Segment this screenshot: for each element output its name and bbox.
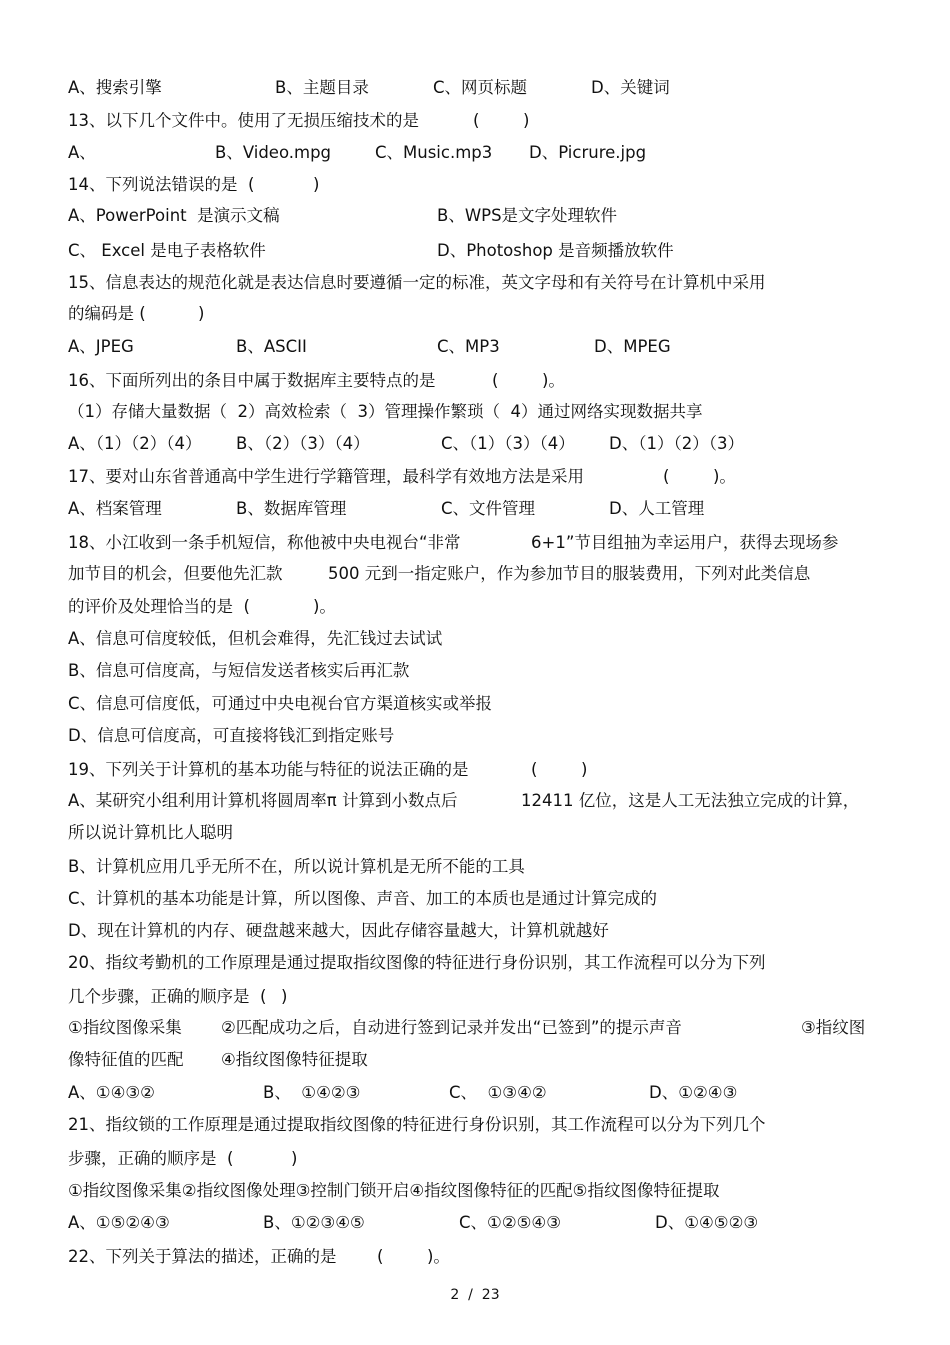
text-line-21-seg-1: D、信息可信度高，可直接将钱汇到指定账号 (68, 726, 395, 745)
text-line-25-seg-1: B、计算机应用几乎无所不在，所以说计算机是无所不能的工具 (68, 857, 525, 876)
text-line-31-seg-2: ④指纹图像特征提取 (221, 1050, 368, 1069)
text-line-12-seg-3: C、（1）（3）（4） (441, 434, 575, 453)
text-line-9-seg-1: A、JPEG (68, 337, 134, 356)
text-line-23-seg-2: 12411 亿位，这是人工无法独立完成的计算， (521, 791, 860, 810)
text-line-36-seg-3: C、①②⑤④③ (459, 1213, 561, 1232)
text-line-12-seg-2: B、（2）（3）（4） (236, 434, 370, 453)
text-line-10-seg-2: ( (492, 371, 499, 390)
text-line-12-seg-1: A、（1）（2）（4） (68, 434, 202, 453)
text-line-15-seg-1: 18、小江收到一条手机短信，称他被中央电视台“非常 (68, 533, 461, 552)
text-line-11-seg-1: （1）存储大量数据（ 2）高效检索（ 3）管理操作繁琐（ 4）通过网络实现数据共享 (68, 402, 703, 421)
text-line-34-seg-2: ) (291, 1149, 298, 1168)
text-line-26-seg-1: C、计算机的基本功能是计算，所以图像、声音、加工的本质也是通过计算完成的 (68, 889, 658, 908)
text-line-32-seg-1: A、①④③② (68, 1083, 155, 1102)
text-line-23-seg-1: A、某研究小组利用计算机将圆周率π 计算到小数点后 (68, 791, 458, 810)
text-line-14-seg-4: D、人工管理 (609, 499, 705, 518)
text-line-24-seg-1: 所以说计算机比人聪明 (68, 823, 233, 842)
text-line-19-seg-1: B、信息可信度高，与短信发送者核实后再汇款 (68, 661, 410, 680)
text-line-12-seg-4: D、（1）（2）（3） (609, 434, 744, 453)
text-line-13-seg-3: )。 (713, 467, 736, 486)
text-line-1-seg-2: B、主题目录 (275, 78, 369, 97)
text-line-32-seg-2: B、 ①④②③ (263, 1083, 361, 1102)
text-line-29-seg-2: ) (281, 987, 288, 1006)
text-line-30-seg-3: ③指纹图 (801, 1018, 866, 1037)
text-line-37-seg-1: 22、下列关于算法的描述，正确的是 (68, 1247, 337, 1266)
text-line-1-seg-3: C、网页标题 (433, 78, 528, 97)
text-line-14-seg-3: C、文件管理 (441, 499, 536, 518)
text-line-28-seg-1: 20、指纹考勤机的工作原理是通过提取指纹图像的特征进行身份识别，其工作流程可以分为下列 (68, 953, 766, 972)
text-line-2-seg-2: ( (473, 111, 480, 130)
text-line-30-seg-2: ②匹配成功之后，自动进行签到记录并发出“已签到”的提示声音 (221, 1018, 682, 1037)
text-line-18-seg-1: A、信息可信度较低，但机会难得，先汇钱过去试试 (68, 629, 443, 648)
text-line-3-seg-4: D、Picrure.jpg (529, 143, 647, 162)
text-line-30-seg-1: ①指纹图像采集 (68, 1018, 182, 1037)
text-line-22-seg-2: ( (531, 760, 538, 779)
text-line-4-seg-1: 14、下列说法错误的是 ( (68, 175, 255, 194)
text-line-13-seg-2: ( (663, 467, 670, 486)
text-line-5-seg-1: A、PowerPoint 是演示文稿 (68, 206, 280, 225)
text-line-6-seg-2: D、Photoshop 是音频播放软件 (437, 241, 674, 260)
text-line-2-seg-1: 13、以下几个文件中。使用了无损压缩技术的是 (68, 111, 419, 130)
text-line-14-seg-1: A、档案管理 (68, 499, 162, 518)
text-line-10-seg-3: )。 (542, 371, 565, 390)
text-line-17-seg-2: )。 (313, 597, 336, 616)
text-line-3-seg-1: A、 (68, 143, 96, 162)
text-line-2-seg-3: ) (523, 111, 530, 130)
text-line-34-seg-1: 步骤，正确的顺序是 ( (68, 1149, 234, 1168)
text-line-33-seg-1: 21、指纹锁的工作原理是通过提取指纹图像的特征进行身份识别，其工作流程可以分为下列几个 (68, 1115, 766, 1134)
text-line-9-seg-2: B、ASCII (236, 337, 307, 356)
text-line-3-seg-3: C、Music.mp3 (375, 143, 493, 162)
text-line-7-seg-1: 15、信息表达的规范化就是表达信息时要遵循一定的标准，英文字母和有关符号在计算机中采用 (68, 273, 766, 292)
text-line-1-seg-1: A、搜索引擎 (68, 78, 162, 97)
text-line-37-seg-3: )。 (427, 1247, 450, 1266)
text-line-22-seg-1: 19、下列关于计算机的基本功能与特征的说法正确的是 (68, 760, 469, 779)
text-line-20-seg-1: C、信息可信度低，可通过中央电视台官方渠道核实或举报 (68, 694, 493, 713)
text-line-32-seg-3: C、 ①③④② (449, 1083, 547, 1102)
text-line-36-seg-2: B、①②③④⑤ (263, 1213, 365, 1232)
text-line-13-seg-1: 17、要对山东省普通高中学生进行学籍管理，最科学有效地方法是采用 (68, 467, 584, 486)
text-line-16-seg-2: 500 元到一指定账户，作为参加节目的服装费用，下列对此类信息 (328, 564, 811, 583)
text-line-1-seg-4: D、关键词 (591, 78, 670, 97)
text-line-10-seg-1: 16、下面所列出的条目中属于数据库主要特点的是 (68, 371, 436, 390)
text-line-8-seg-2: ) (198, 304, 205, 323)
text-line-14-seg-2: B、数据库管理 (236, 499, 347, 518)
page-number: 2 / 23 (450, 1287, 500, 1303)
text-line-3-seg-2: B、Video.mpg (215, 143, 332, 162)
text-line-32-seg-4: D、①②④③ (649, 1083, 738, 1102)
text-line-37-seg-2: ( (377, 1247, 384, 1266)
text-line-36-seg-1: A、①⑤②④③ (68, 1213, 170, 1232)
text-line-27-seg-1: D、现在计算机的内存、硬盘越来越大，因此存储容量越大，计算机就越好 (68, 921, 609, 940)
text-line-8-seg-1: 的编码是 ( (68, 304, 146, 323)
text-line-4-seg-2: ) (313, 175, 320, 194)
text-line-16-seg-1: 加节目的机会，但要他先汇款 (68, 564, 283, 583)
text-line-31-seg-1: 像特征值的匹配 (68, 1050, 184, 1069)
text-line-22-seg-3: ) (581, 760, 588, 779)
text-line-9-seg-3: C、MP3 (437, 337, 500, 356)
text-line-6-seg-1: C、 Excel 是电子表格软件 (68, 241, 266, 260)
text-line-9-seg-4: D、MPEG (594, 337, 671, 356)
text-line-35-seg-1: ①指纹图像采集②指纹图像处理③控制门锁开启④指纹图像特征的匹配⑤指纹图像特征提取 (68, 1181, 720, 1200)
text-line-17-seg-1: 的评价及处理恰当的是 ( (68, 597, 250, 616)
text-line-5-seg-2: B、WPS是文字处理软件 (437, 206, 618, 225)
text-line-15-seg-2: 6+1”节目组抽为幸运用户，获得去现场参 (531, 533, 839, 552)
text-line-29-seg-1: 几个步骤，正确的顺序是 ( (68, 987, 267, 1006)
text-line-36-seg-4: D、①④⑤②③ (655, 1213, 759, 1232)
